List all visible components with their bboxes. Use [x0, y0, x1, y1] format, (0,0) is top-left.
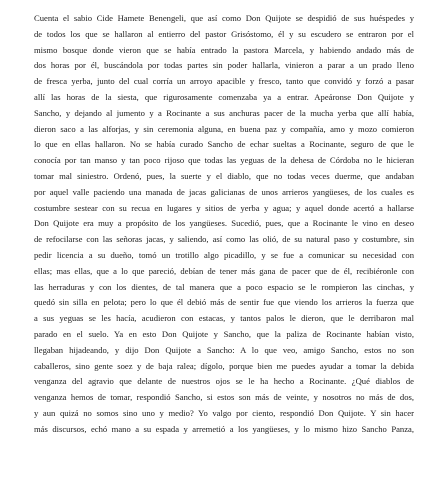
- text-line: a sus yeguas se les hacía, acudieron con estacas, y tantos palos le dieron, que le derribaron mal: [34, 313, 414, 324]
- text-line: de todos los que se hallaron al entierro del pastor Grisóstomo, él y su escudero se entraron por el: [34, 28, 414, 39]
- text-line: de fresca yerba, junto del cual corría un arroyo apacible y fresco, tanto que convidó y forzó a pasar: [34, 76, 414, 87]
- text-line: pedir licencia a su dueño, tomó un trotillo algo picadillo, y se fue a comunicar su necesidad con: [34, 249, 414, 260]
- text-line: más discursos, echó mano a su espada y arremetió a los yangüeses, y lo mismo hizo Sancho Panza,: [34, 423, 414, 434]
- text-line: Sancho, y dejando al jumento y a Rocinante a sus anchuras pacer de la mucha yerba que allí había,: [34, 107, 414, 118]
- text-line: caballeros, sino gente soez y de baja ralea; dígolo, porque bien me puedes ayudar a tomar la debida: [34, 360, 414, 371]
- body-paragraph: [34, 11, 414, 438]
- text-line: parado en el suelo. Ya en esto Don Quijote y Sancho, que la paliza de Rocinante habían visto,: [34, 328, 414, 339]
- text-line: y aun quizá no somos sino uno y medio? Yo valgo por ciento, respondió Don Quijote. Y sin hacer: [34, 407, 414, 418]
- text-line: por aquel valle paciendo una manada de jacas galicianas de unos arrieros yangüeses, de los cuales es: [34, 186, 414, 197]
- text-line: venganza hemos de tomar, respondió Sancho, si estos son más de veinte, y nosotros no más de dos,: [34, 392, 414, 403]
- text-line: Don Quijote era muy a propósito de los yangüeses. Sucedió, pues, que a Rocinante le vino en deseo: [34, 218, 414, 229]
- text-line: quedó sin silla en pelota; pero lo que él debió más de sentir fue que viendo los arrieros la fuerza que: [34, 297, 414, 308]
- text-line: dos horas por él, buscándola por todas partes sin poder hallarla, vinieron a parar a un prado lleno: [34, 60, 414, 71]
- text-line: las herraduras y con los dientes, de tal manera que a poco espacio se le rompieron las cinchas, y: [34, 281, 414, 292]
- text-line: lo que en ellas hallaron. No se había curado Sancho de echar sueltas a Rocinante, seguro de que le: [34, 139, 414, 150]
- text-line: dieron saco a las alforjas, y sin ceremonia alguna, en buena paz y compañía, amo y mozo comieron: [34, 123, 414, 134]
- text-line: venganza del agravio que delante de nuestros ojos se le ha hecho a Rocinante. ¿Qué diablos de: [34, 376, 414, 387]
- text-line: de refocilarse con las señoras jacas, y saliendo, así como las olió, de su natural paso y costumbre, sin: [34, 234, 414, 245]
- text-line: ellas; mas ellas, que a lo que pareció, debían de tener más gana de pacer que de él, recibiéronle con: [34, 265, 414, 276]
- text-line: conocía por tan manso y tan poco rijoso que todas las yeguas de la dehesa de Córdoba no le hicieran: [34, 155, 414, 166]
- text-line: allí las horas de la siesta, que rigurosamente comenzaba ya a entrar. Apeáronse Don Quijote y: [34, 91, 414, 102]
- text-line: mismo bosque donde vieron que se había entrado la pastora Marcela, y habiendo andado más de: [34, 44, 414, 55]
- text-line: costumbre sestear con su recua en lugares y sitios de yerba y agua; y aquel donde acertó a hallarse: [34, 202, 414, 213]
- text-line: tomar mal siniestro. Ordenó, pues, la suerte y el diablo, que no todas veces duerme, que andaban: [34, 170, 414, 181]
- text-line: llegaban hijadeando, y dijo Don Quijote a Sancho: A lo que veo, amigo Sancho, estos no son: [34, 344, 414, 355]
- text-line: Cuenta el sabio Cide Hamete Benengeli, que así como Don Quijote se despidió de sus huéspedes y: [34, 13, 414, 23]
